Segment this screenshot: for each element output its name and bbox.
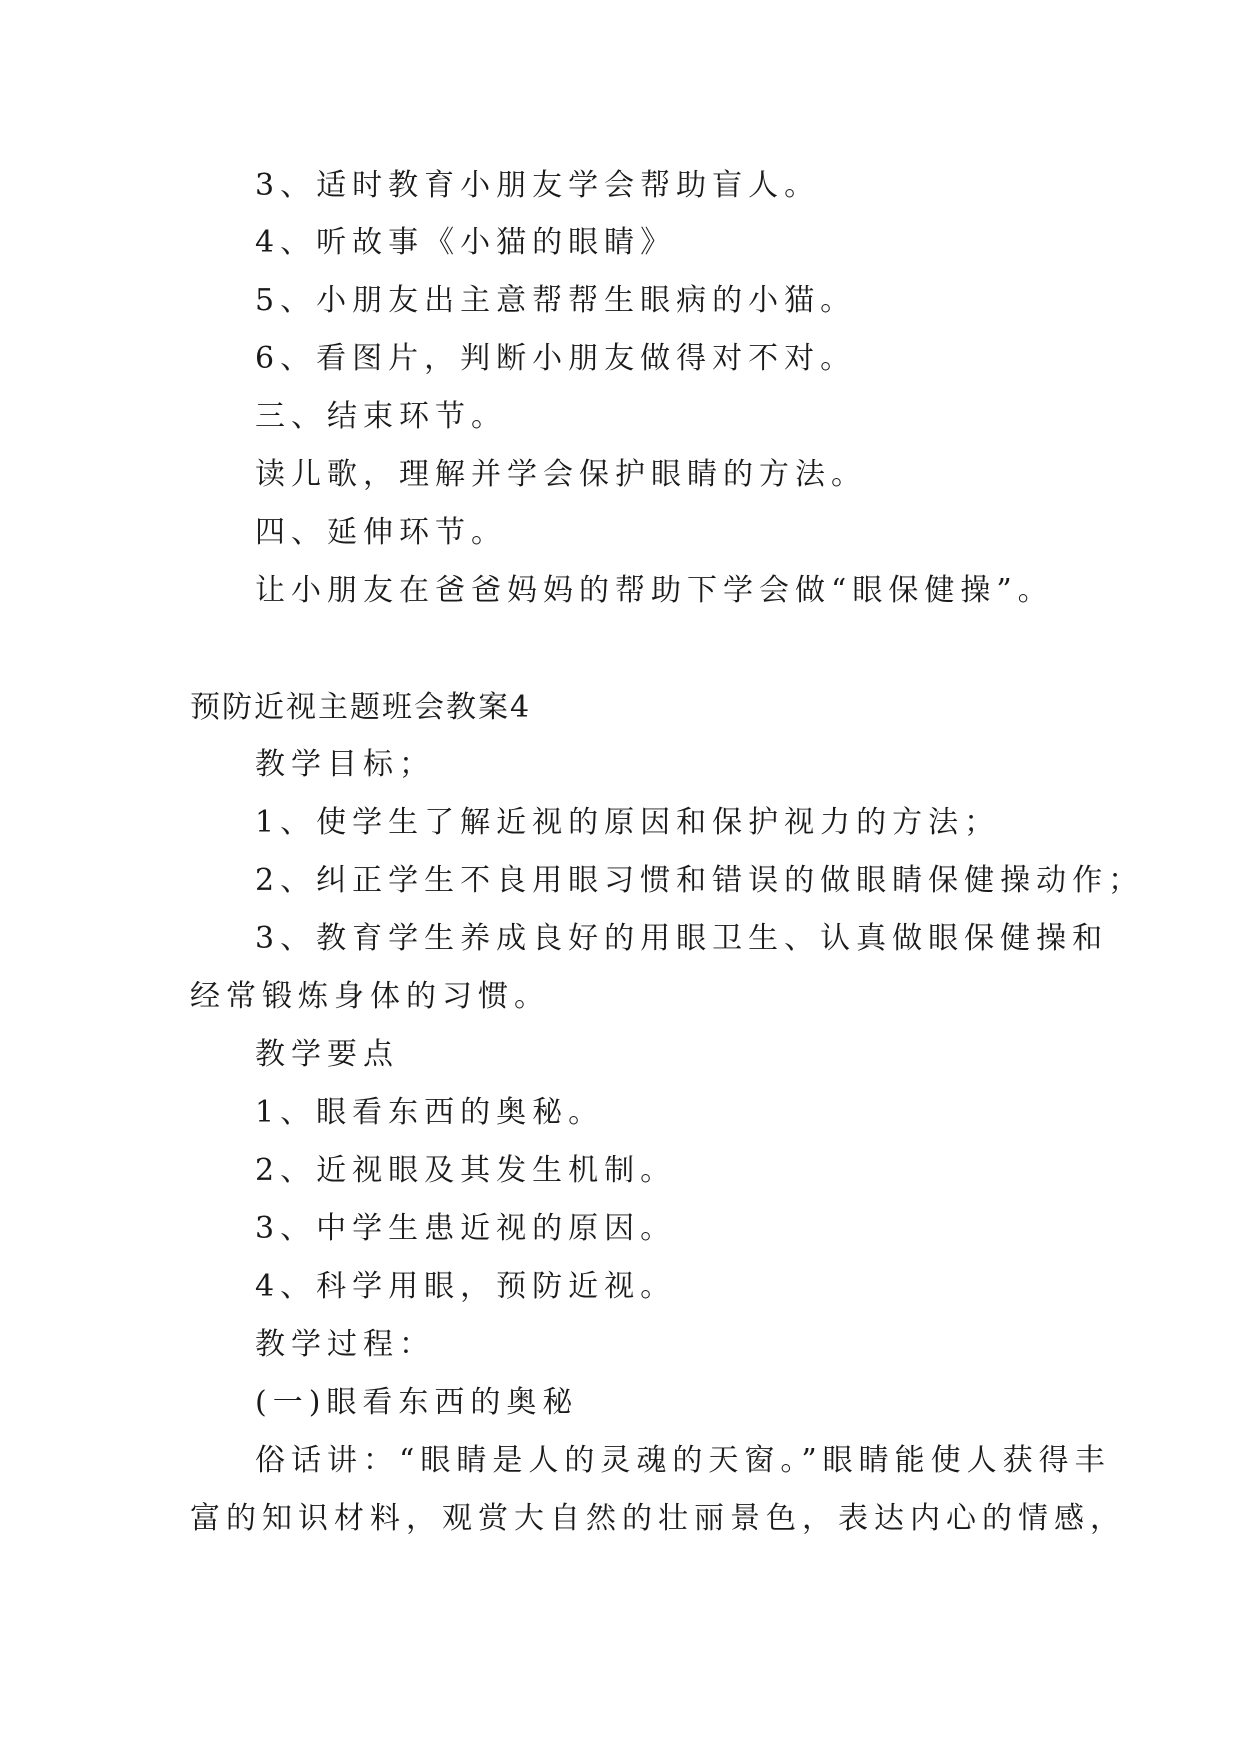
list-item: 1、使学生了解近视的原因和保护视力的方法；: [255, 805, 1001, 840]
subsection-heading: (一)眼看东西的奥秘: [255, 1385, 579, 1420]
list-item: 2、近视眼及其发生机制。: [255, 1153, 677, 1188]
paragraph-line: 6、看图片，判断小朋友做得对不对。: [255, 341, 857, 376]
list-item-continuation: 经常锻炼身体的习惯。: [190, 979, 550, 1014]
list-item: 1、眼看东西的奥秘。: [255, 1095, 605, 1130]
paragraph-line: 5、小朋友出主意帮帮生眼病的小猫。: [255, 283, 857, 318]
subheading: 教学目标；: [255, 747, 435, 782]
paragraph-line: 俗话讲：“眼睛是人的灵魂的天窗。”眼睛能使人获得丰: [255, 1443, 1111, 1478]
list-item: 3、教育学生养成良好的用眼卫生、认真做眼保健操和: [255, 921, 1109, 956]
section-heading: 四、延伸环节。: [255, 515, 507, 550]
paragraph-line: 4、听故事《小猫的眼睛》: [255, 225, 677, 260]
subheading: 教学过程：: [255, 1327, 435, 1362]
paragraph-line: 让小朋友在爸爸妈妈的帮助下学会做“眼保健操”。: [255, 573, 1054, 608]
document-title: 预防近视主题班会教案4: [190, 690, 532, 725]
list-item: 3、中学生患近视的原因。: [255, 1211, 677, 1246]
subheading: 教学要点: [255, 1037, 399, 1072]
paragraph-line: 读儿歌，理解并学会保护眼睛的方法。: [255, 457, 867, 492]
list-item: 4、科学用眼，预防近视。: [255, 1269, 677, 1304]
paragraph-line: 富的知识材料，观赏大自然的壮丽景色，表达内心的情感，: [190, 1501, 1126, 1536]
section-heading: 三、结束环节。: [255, 399, 507, 434]
list-item: 2、纠正学生不良用眼习惯和错误的做眼睛保健操动作；: [255, 863, 1145, 898]
paragraph-line: 3、适时教育小朋友学会帮助盲人。: [255, 168, 821, 203]
